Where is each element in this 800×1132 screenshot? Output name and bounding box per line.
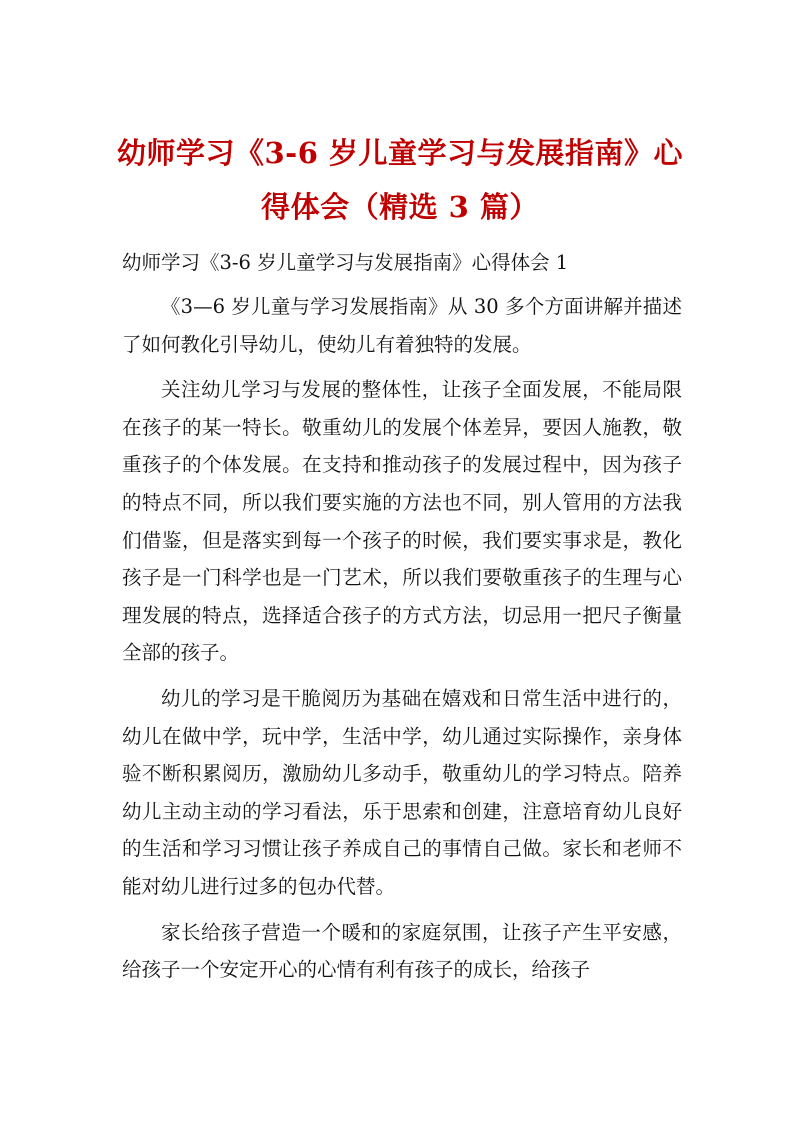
- paragraph: 幼儿的学习是干脆阅历为基础在嬉戏和日常生活中进行的，幼儿在做中学，玩中学，生活中学，幼儿通过实际操作，亲身体验不断积累阅历，激励幼儿多动手，敬重幼儿的学习特点。陪养幼儿主动主动的学习看法，乐于思索和创建，注意培育幼儿良好的生活和学习习惯让孩子养成自己的事情自己做。家长和老师不能对幼儿进行过多的包办代替。: [122, 686, 682, 898]
- paragraph: 关注幼儿学习与发展的整体性，让孩子全面发展，不能局限在孩子的某一特长。敬重幼儿的发展个体差异，要因人施教，敬重孩子的个体发展。在支持和推动孩子的发展过程中，因为孩子的特点不同，所以我们要实施的方法也不同，别人管用的方法我们借鉴，但是落实到每一个孩子的时候，我们要实事求是，教化孩子是一门科学也是一门艺术，所以我们要敬重孩子的生理与心理发展的特点，选择适合孩子的方式方法，切忌用一把尺子衡量全部的孩子。: [122, 378, 682, 665]
- paragraph: 《3—6 岁儿童与学习发展指南》从 30 多个方面讲解并描述了如何教化引导幼儿，使幼儿有着独特的发展。: [122, 295, 682, 356]
- section-heading: 幼师学习《3-6 岁儿童学习与发展指南》心得体会 1: [122, 251, 569, 274]
- document-title: 幼师学习《3-6 岁儿童学习与发展指南》心得体会（精选 3 篇）: [117, 136, 683, 224]
- body-text: [122, 288, 682, 997]
- paragraph: 家长给孩子营造一个暖和的家庭氛围，让孩子产生平安感，给孩子一个安定开心的心情有利有孩子的成长，给孩子: [122, 920, 682, 982]
